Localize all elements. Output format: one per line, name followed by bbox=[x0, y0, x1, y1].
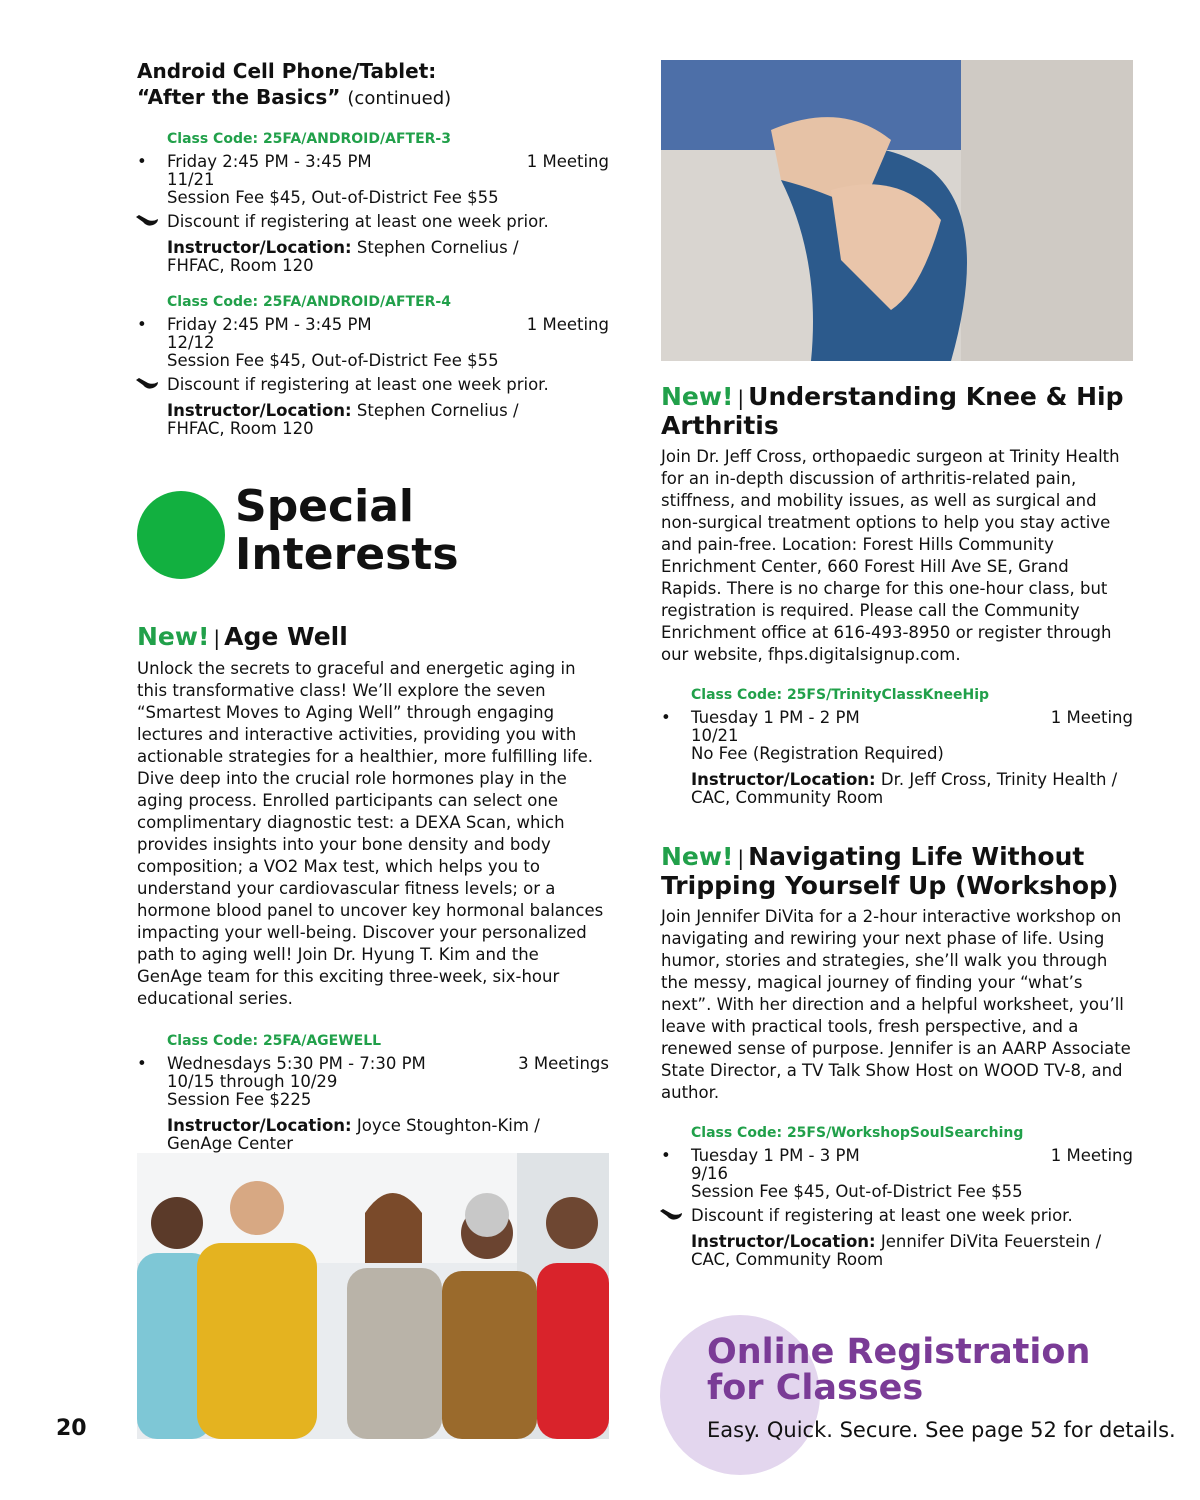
section-header-special-interests bbox=[137, 483, 609, 583]
fee: Session Fee $45, Out-of-District Fee $55 bbox=[167, 188, 499, 207]
bullet-icon: • bbox=[137, 315, 147, 334]
registration-title-line2: for Classes bbox=[707, 1368, 924, 1408]
instructor-location bbox=[691, 1233, 1133, 1269]
continued-title-line2: “After the Basics” bbox=[137, 85, 341, 109]
fee: Session Fee $45, Out-of-District Fee $55 bbox=[691, 1182, 1023, 1201]
instructor-location bbox=[167, 239, 609, 275]
hand-pointing-icon bbox=[135, 214, 159, 234]
left-column bbox=[137, 58, 609, 1153]
instructor-label: Instructor/Location: bbox=[691, 770, 876, 789]
registration-subtitle: Easy. Quick. Secure. See page 52 for details. bbox=[707, 1418, 1176, 1442]
instructor-label: Instructor/Location: bbox=[167, 238, 352, 257]
class-title-text: Navigating Life Without bbox=[748, 842, 1085, 871]
dates: 9/16 bbox=[691, 1164, 729, 1183]
class-code: Class Code: 25FA/ANDROID/AFTER-3 bbox=[167, 131, 451, 147]
bullet-icon: • bbox=[661, 1146, 671, 1165]
class-code: Class Code: 25FS/TrinityClassKneeHip bbox=[691, 687, 990, 703]
new-badge: New! bbox=[661, 382, 734, 411]
class-title bbox=[661, 383, 1133, 440]
bullet-icon: • bbox=[661, 708, 671, 727]
registration-title-line1: Online Registration bbox=[707, 1332, 1091, 1372]
class-description: Join Dr. Jeff Cross, orthopaedic surgeon at Trinity Health for an in-depth discussion of arthritis-related pain, stiffness, and mobility issues, as well as surgical and non-surgical treatment options to help you stay active and pain-free. Location: Forest Hills Community Enrichment Center, 660 Forest Hill Ave SE, Grand Rapids. There is no charge for this one-hour class, but registration is required. Please call the Community Enrichment office at 616-493-8950 or register through our website, fhps.digitalsignup.com. bbox=[661, 447, 1120, 664]
class-title bbox=[137, 623, 609, 652]
meeting-count: 1 Meeting bbox=[526, 315, 609, 334]
instructor-label: Instructor/Location: bbox=[167, 401, 352, 420]
registration-title[interactable] bbox=[707, 1334, 1090, 1406]
green-circle-icon bbox=[137, 491, 225, 579]
bullet-icon: • bbox=[137, 1054, 147, 1073]
class-title-text: Understanding Knee & Hip bbox=[748, 382, 1124, 411]
fee: Session Fee $45, Out-of-District Fee $55 bbox=[167, 351, 499, 370]
dates: 10/15 through 10/29 bbox=[167, 1072, 338, 1091]
title-separator: | bbox=[737, 846, 745, 870]
meeting-count: 1 Meeting bbox=[1050, 708, 1133, 727]
dates: 11/21 bbox=[167, 170, 215, 189]
hand-pointing-icon bbox=[659, 1208, 683, 1228]
schedule: Friday 2:45 PM - 3:45 PM bbox=[167, 315, 372, 334]
class-session bbox=[137, 293, 609, 438]
new-badge: New! bbox=[661, 842, 734, 871]
class-code: Class Code: 25FA/AGEWELL bbox=[167, 1033, 382, 1049]
class-title-text-line2: Tripping Yourself Up (Workshop) bbox=[661, 871, 1119, 900]
class-session bbox=[137, 130, 609, 275]
schedule: Wednesdays 5:30 PM - 7:30 PM bbox=[167, 1054, 426, 1073]
location: FHFAC, Room 120 bbox=[167, 256, 314, 275]
location: CAC, Community Room bbox=[691, 788, 884, 807]
bullet-icon: • bbox=[137, 152, 147, 171]
discount-note: Discount if registering at least one week prior. bbox=[167, 212, 549, 231]
instructor-location bbox=[167, 402, 609, 438]
title-separator: | bbox=[213, 626, 221, 650]
schedule: Tuesday 1 PM - 3 PM bbox=[691, 1146, 860, 1165]
class-session bbox=[661, 1124, 1133, 1269]
fee: Session Fee $225 bbox=[167, 1090, 312, 1109]
right-column bbox=[661, 383, 1133, 1269]
meeting-count: 1 Meeting bbox=[526, 152, 609, 171]
section-title-line2: Interests bbox=[235, 529, 459, 580]
section-title bbox=[235, 483, 459, 579]
section-title-line1: Special bbox=[235, 481, 414, 532]
continued-class-title bbox=[137, 58, 609, 112]
schedule: Friday 2:45 PM - 3:45 PM bbox=[167, 152, 372, 171]
discount-note: Discount if registering at least one week prior. bbox=[167, 375, 549, 394]
dates: 12/12 bbox=[167, 333, 215, 352]
instructor-name: Stephen Cornelius / bbox=[356, 238, 519, 257]
title-separator: | bbox=[737, 386, 745, 410]
instructor-name: Stephen Cornelius / bbox=[356, 401, 519, 420]
class-code: Class Code: 25FA/ANDROID/AFTER-4 bbox=[167, 294, 451, 310]
class-navigating-life bbox=[661, 843, 1133, 1269]
instructor-label: Instructor/Location: bbox=[691, 1232, 876, 1251]
class-session bbox=[661, 686, 1133, 807]
instructor-location bbox=[691, 771, 1133, 807]
meeting-count: 1 Meeting bbox=[1050, 1146, 1133, 1165]
group-photo bbox=[137, 1153, 609, 1439]
instructor-location bbox=[167, 1117, 609, 1153]
class-title-text-line2: Arthritis bbox=[661, 411, 779, 440]
instructor-name: Dr. Jeff Cross, Trinity Health / bbox=[880, 770, 1118, 789]
instructor-label: Instructor/Location: bbox=[167, 1116, 352, 1135]
class-description: Unlock the secrets to graceful and energetic aging in this transformative class! We’ll explore the seven “Smartest Moves to Aging Well” through engaging lectures and interactive activities, providing you with actionable strategies for a healthier, more fulfilling life. Dive deep into the crucial role hormones play in the aging process. Enrolled participants can select one complimentary diagnostic test: a DEXA Scan, which provides insights into your bone density and body composition; a VO2 Max test, which helps you to understand your cardiovascular fitness levels; or a hormone blood panel to uncover key hormonal balances impacting your well-being. Discover your personalized path to aging well! Join Dr. Hyung T. Kim and the GenAge team for this exciting three-week, six-hour educational series. bbox=[137, 659, 604, 1008]
new-badge: New! bbox=[137, 622, 210, 651]
knee-photo bbox=[661, 60, 1133, 361]
instructor-name: Joyce Stoughton-Kim / bbox=[356, 1116, 540, 1135]
location: GenAge Center bbox=[167, 1134, 294, 1153]
discount-note: Discount if registering at least one week prior. bbox=[691, 1206, 1073, 1225]
schedule: Tuesday 1 PM - 2 PM bbox=[691, 708, 860, 727]
class-code: Class Code: 25FS/WorkshopSoulSearching bbox=[691, 1125, 1024, 1141]
continued-label: (continued) bbox=[347, 88, 452, 109]
continued-title-line1: Android Cell Phone/Tablet: bbox=[137, 59, 437, 83]
location: FHFAC, Room 120 bbox=[167, 419, 314, 438]
fee: No Fee (Registration Required) bbox=[691, 744, 944, 763]
hand-pointing-icon bbox=[135, 377, 159, 397]
location: CAC, Community Room bbox=[691, 1250, 884, 1269]
class-age-well bbox=[137, 623, 609, 1153]
dates: 10/21 bbox=[691, 726, 739, 745]
meeting-count: 3 Meetings bbox=[518, 1054, 609, 1073]
class-title bbox=[661, 843, 1133, 900]
class-session bbox=[137, 1032, 609, 1153]
instructor-name: Jennifer DiVita Feuerstein / bbox=[880, 1232, 1102, 1251]
page-number: 20 bbox=[56, 1416, 87, 1441]
class-title-text: Age Well bbox=[224, 622, 348, 651]
class-description: Join Jennifer DiVita for a 2-hour interactive workshop on navigating and rewiring your next phase of life. Using humor, stories and strategies, she’ll walk you through the messy, magical journey of finding your “what’s next”. With her direction and a helpful worksheet, you’ll leave with practical tools, fresh perspective, and a renewed sense of purpose. Jennifer is an AARP Associate State Director, a TV Talk Show Host on WOOD TV-8, and author. bbox=[661, 907, 1131, 1102]
class-knee-hip-arthritis bbox=[661, 383, 1133, 807]
